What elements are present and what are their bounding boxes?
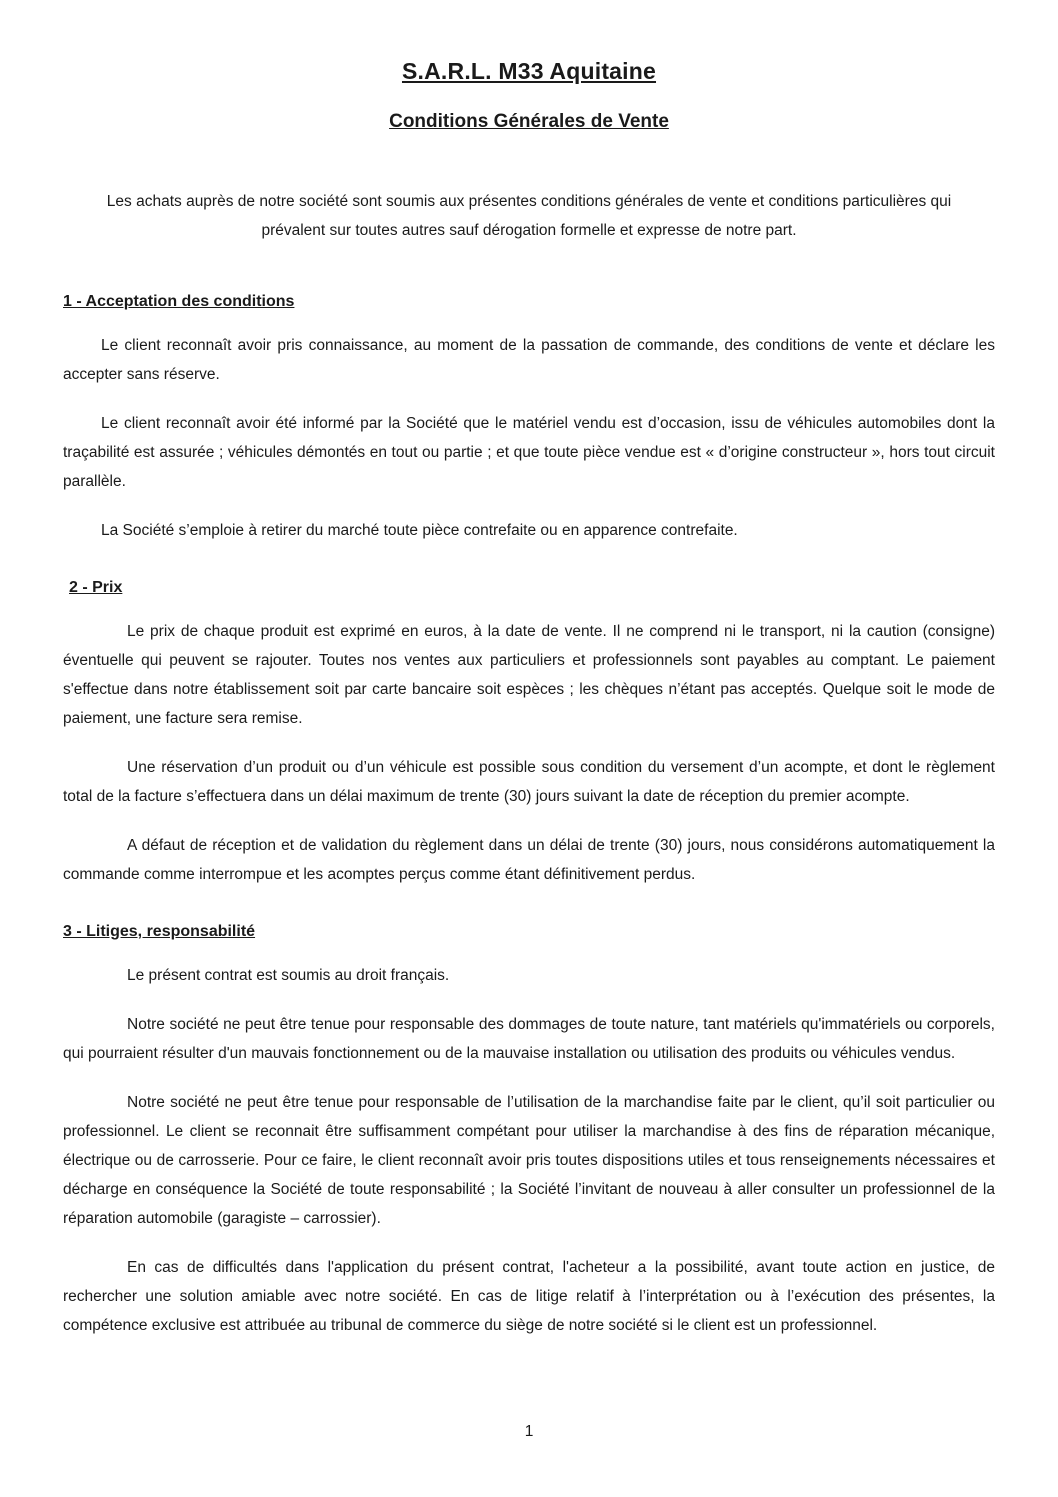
section-1-paragraph-1: Le client reconnaît avoir pris connaissance, au moment de la passation de commande, des conditions de vente et déclare les accepter sans réserve. xyxy=(63,337,995,383)
section-2-heading: 2 - Prix xyxy=(69,579,123,596)
page-number: 1 xyxy=(524,1423,534,1440)
section-3-heading: 3 - Litiges, responsabilité xyxy=(63,923,256,940)
section-1-paragraph-2: Le client reconnaît avoir été informé par la Société que le matériel vendu est d’occasion, issu de véhicules automobiles dont la traçabilité est assurée ; véhicules démontés en tout ou partie ; et que toute pièce vendue est « d’origine constructeur », hors tout circuit parallèle. xyxy=(63,415,995,490)
section-3-paragraph-1: Le présent contrat est soumis au droit français. xyxy=(127,967,450,984)
section-2-paragraph-2: Une réservation d’un produit ou d’un véhicule est possible sous condition du versement d’un acompte, et dont le règlement total de la facture s’effectuera dans un délai maximum de trente (30) jours suivant la date de réception du premier acompte. xyxy=(63,759,995,805)
section-1-paragraph-3: La Société s’emploie à retirer du marché toute pièce contrefaite ou en apparence contrefaite. xyxy=(101,522,738,539)
section-1-heading: 1 - Acceptation des conditions xyxy=(63,293,295,310)
document-subtitle: Conditions Générales de Vente xyxy=(389,111,669,132)
section-3-paragraph-4: En cas de difficultés dans l'application du présent contrat, l'acheteur a la possibilité, avant toute action en justice, de rechercher une solution amiable avec notre société. En cas de litige relatif à l’interprétation ou à l’exécution des présentes, la compétence exclusive est attribuée au tribunal de commerce du siège de notre société si le client est un professionnel. xyxy=(63,1259,995,1334)
section-2-paragraph-3: A défaut de réception et de validation du règlement dans un délai de trente (30) jours, nous considérons automatiquement la commande comme interrompue et les acomptes perçus comme étant définitivement perdus. xyxy=(63,837,995,883)
section-3-paragraph-2: Notre société ne peut être tenue pour responsable des dommages de toute nature, tant matériels qu'immatériels ou corporels, qui pourraient résulter d'un mauvais fonctionnement ou de la mauvaise installation ou utilisation des produits ou véhicules vendus. xyxy=(63,1016,995,1062)
section-2-paragraph-1: Le prix de chaque produit est exprimé en euros, à la date de vente. Il ne comprend ni le transport, ni la caution (consigne) éventuelle qui peuvent se rajouter. Toutes nos ventes aux particuliers et professionnels sont payables au comptant. Le paiement s'effectue dans notre établissement soit par carte bancaire soit espèces ; les chèques n’étant pas acceptés. Quelque soit le mode de paiement, une facture sera remise. xyxy=(63,623,995,727)
document-title: S.A.R.L. M33 Aquitaine xyxy=(401,58,657,84)
intro-paragraph: Les achats auprès de notre société sont soumis aux présentes conditions générales de vente et conditions particulières qui prévalent sur toutes autres sauf dérogation formelle et expresse de notre part. xyxy=(106,193,952,239)
section-3-paragraph-3: Notre société ne peut être tenue pour responsable de l’utilisation de la marchandise faite par le client, qu’il soit particulier ou professionnel. Le client se reconnait être suffisamment compétant pour utiliser la marchandise à des fins de réparation mécanique, électrique ou de carrosserie. Pour ce faire, le client reconnaît avoir pris toutes dispositions utiles et tous renseignements nécessaires et décharge en conséquence la Société de toute responsabilité ; la Société l’invitant de nouveau à aller consulter un professionnel de la réparation automobile (garagiste – carrossier). xyxy=(63,1094,995,1227)
